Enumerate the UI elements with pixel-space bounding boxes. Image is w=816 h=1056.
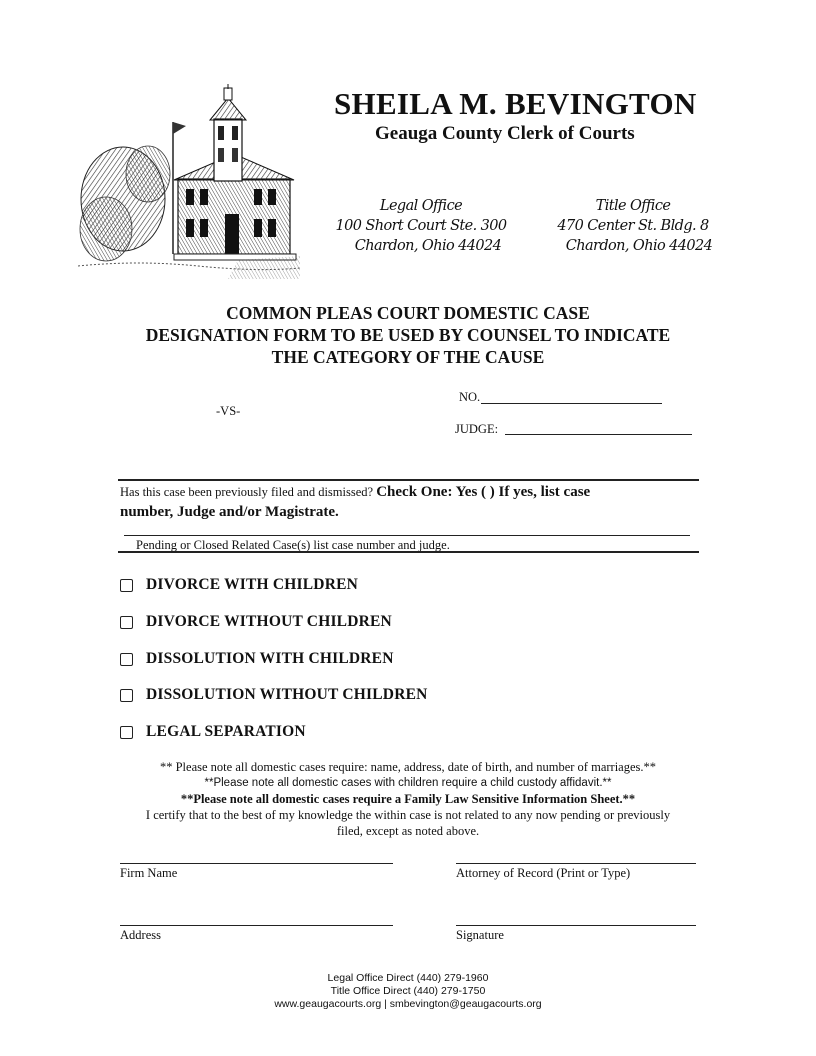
case-type-label: DISSOLUTION WITH CHILDREN [146, 650, 394, 667]
case-type-label: DIVORCE WITHOUT CHILDREN [146, 613, 392, 630]
case-type-dissolution-without-children[interactable] [120, 684, 428, 706]
certification-line-1: I certify that to the best of my knowledge the within case is not related to any now pending or previously [145, 808, 671, 822]
checkbox[interactable] [120, 726, 133, 739]
note-requirements: ** Please note all domestic cases require: name, address, date of birth, and number of marriages.** [159, 760, 656, 774]
legal-office-address [335, 196, 507, 256]
courthouse-drawing [78, 84, 300, 279]
checkbox[interactable] [120, 689, 133, 702]
prior-case-field[interactable] [124, 535, 690, 536]
clerk-title: Geauga County Clerk of Courts [375, 123, 635, 144]
footer-web-email[interactable]: www.geaugacourts.org | smbevington@geaugacourts.org [274, 998, 542, 1010]
check-one-yes-option[interactable]: Check One: Yes ( ) If yes, list case [376, 484, 591, 500]
section-divider-top [118, 479, 699, 481]
legal-office-heading: Legal Office [379, 198, 463, 214]
case-number-label: NO. [459, 390, 481, 404]
footer-contact [0, 972, 816, 1011]
address-label: Address [120, 928, 161, 942]
note-custody-affidavit: **Please note all domestic cases with children require a child custody affidavit.** [204, 777, 612, 789]
form-title-line-2: DESIGNATION FORM TO BE USED BY COUNSEL TO INDICATE [145, 325, 671, 345]
title-office-address [553, 196, 713, 256]
case-type-label: DISSOLUTION WITHOUT CHILDREN [146, 686, 428, 703]
signature-label: Signature [456, 928, 504, 942]
case-number-field[interactable] [481, 403, 662, 404]
form-title [0, 302, 816, 368]
firm-name-field[interactable] [120, 863, 393, 864]
case-type-label: LEGAL SEPARATION [146, 723, 306, 740]
footer-title-phone: Title Office Direct (440) 279-1750 [330, 985, 486, 997]
footer-legal-phone: Legal Office Direct (440) 279-1960 [327, 972, 489, 984]
section-divider-bottom [118, 551, 699, 553]
prior-filing-question-text: Has this case been previously filed and dismissed? [120, 485, 374, 499]
firm-name-label: Firm Name [120, 866, 178, 880]
attorney-label: Attorney of Record (Print or Type) [456, 866, 631, 880]
judge-field[interactable] [505, 434, 692, 435]
judge-label: JUDGE: [455, 422, 499, 436]
case-type-dissolution-with-children[interactable] [120, 648, 394, 670]
signature-field[interactable] [456, 925, 696, 926]
versus-label: -VS- [216, 404, 241, 418]
title-office-heading: Title Office [595, 198, 671, 214]
case-type-legal-separation[interactable] [120, 721, 306, 743]
related-cases-label: Pending or Closed Related Case(s) list case number and judge. [136, 538, 450, 552]
form-title-line-1: COMMON PLEAS COURT DOMESTIC CASE [226, 303, 590, 323]
note-sensitive-info-sheet: **Please note all domestic cases require a Family Law Sensitive Information Sheet.** [180, 792, 636, 806]
title-office-street: 470 Center St. Bldg. 8 [557, 218, 709, 234]
attorney-field[interactable] [456, 863, 696, 864]
form-title-line-3: THE CATEGORY OF THE CAUSE [271, 347, 545, 367]
checkbox[interactable] [120, 579, 133, 592]
certification-line-2: filed, except as noted above. [336, 824, 480, 838]
courthouse-illustration [78, 84, 300, 279]
prior-filing-question [120, 482, 700, 522]
legal-office-street: 100 Short Court Ste. 300 [335, 218, 507, 234]
prior-filing-instruction: number, Judge and/or Magistrate. [120, 504, 339, 520]
case-type-label: DIVORCE WITH CHILDREN [146, 576, 359, 593]
case-type-divorce-with-children[interactable] [120, 574, 358, 596]
clerk-name: SHEILA M. BEVINGTON [334, 86, 697, 121]
legal-office-city: Chardon, Ohio 44024 [354, 238, 502, 254]
address-field[interactable] [120, 925, 393, 926]
checkbox[interactable] [120, 616, 133, 629]
notes-block [100, 759, 716, 839]
checkbox[interactable] [120, 653, 133, 666]
case-type-divorce-without-children[interactable] [120, 611, 392, 633]
title-office-city: Chardon, Ohio 44024 [565, 238, 713, 254]
